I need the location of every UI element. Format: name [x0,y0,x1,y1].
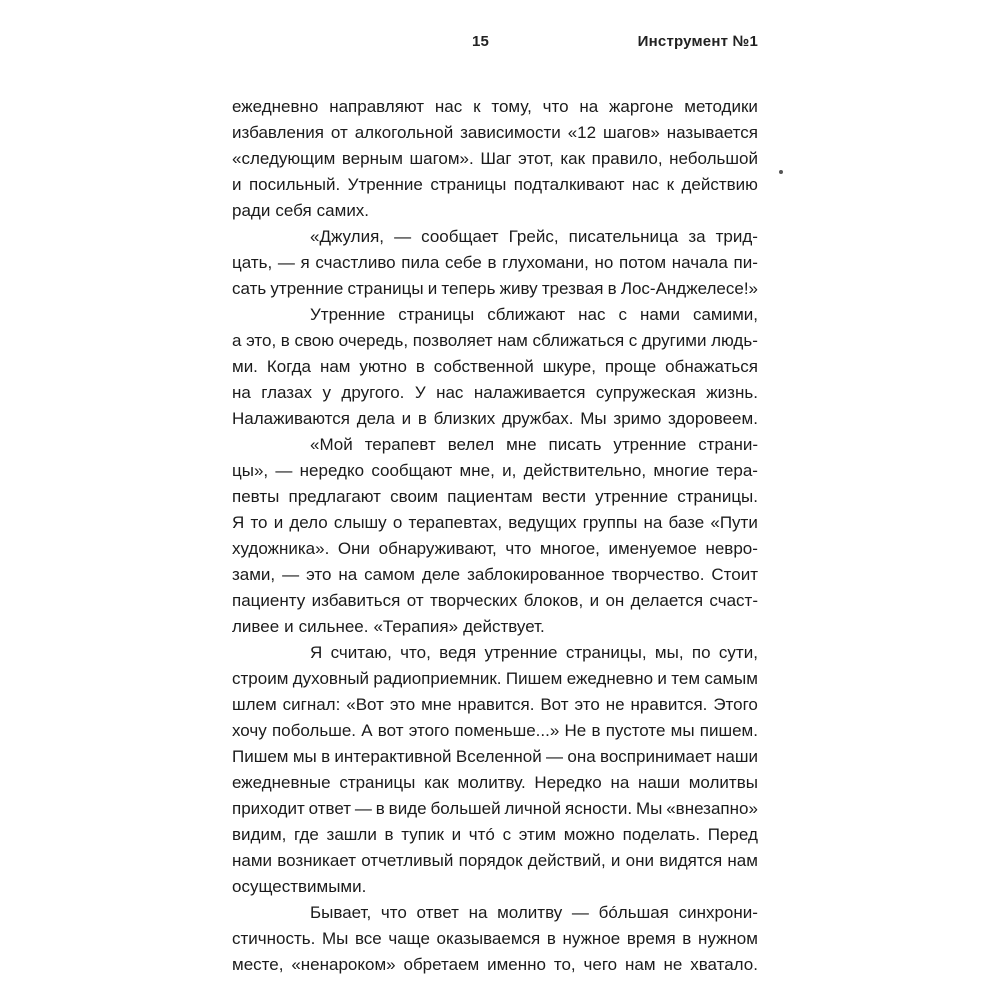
text-line: «Мой терапевт велел мне писать утренние страни- [310,435,758,454]
text-line: художника». Они обнаруживают, что многое, именуемое невро- [232,539,758,558]
text-line: «Джулия, — сообщает Грейс, писательница за трид- [310,227,758,246]
running-head [232,33,758,55]
text-line: ради себя самих. [232,201,370,220]
text-line: строим духовный радиоприемник. Пишем ежедневно и тем самым [232,669,758,688]
text-line: месте, «ненароком» обретаем именно то, чего нам не хватало. [232,955,758,974]
text-line: Я то и дело слышу о терапевтах, ведущих группы на базе «Пути [232,513,758,532]
body-text [232,94,758,978]
section-title: Инструмент №1 [637,33,758,50]
text-line: цать, — я счастливо пила себе в глухомани, но потом начала пи- [232,253,758,272]
text-line: хочу побольше. А вот этого поменьше...» Не в пустоте мы пишем. [232,721,758,740]
text-line: Налаживаются дела и в близких дружбах. Мы зримо здоровеем. [232,409,758,428]
text-line: цы», — нередко сообщают мне, и, действительно, многие тера- [232,461,758,480]
text-line: сать утренние страницы и теперь живу трезвая в Лос-Анджелесе!» [232,279,758,298]
text-line: «следующим верным шагом». Шаг этот, как правило, небольшой [232,149,758,168]
text-line: ми. Когда нам уютно в собственной шкуре, проще обнажаться [232,357,758,376]
text-line: а это, в свою очередь, позволяет нам сближаться с другими людь- [232,331,758,350]
text-line: нами возникает отчетливый порядок действий, и они видятся нам [232,851,758,870]
text-line: и посильный. Утренние страницы подталкивают нас к действию [232,175,758,194]
text-line: ежедневные страницы как молитву. Нередко на наши молитвы [232,773,758,792]
text-line: певты предлагают своим пациентам вести утренние страницы. [232,487,758,506]
text-line: ливее и сильнее. «Терапия» действует. [232,617,545,636]
text-line: видим, где зашли в тупик и чтó с этим можно поделать. Перед [232,825,758,844]
page-number: 15 [472,33,490,50]
text-line: ежедневно направляют нас к тому, что на жаргоне методики [232,97,758,116]
text-line: Утренние страницы сближают нас с нами самими, [310,305,758,324]
text-line: стичность. Мы все чаще оказываемся в нужное время в нужном [232,929,758,948]
margin-dot [779,170,783,174]
text-line: на глазах у другого. У нас налаживается супружеская жизнь. [232,383,758,402]
text-line: Пишем мы в интерактивной Вселенной — она воспринимает наши [232,747,758,766]
text-line: Я считаю, что, ведя утренние страницы, мы, по сути, [310,643,758,662]
text-line: Бывает, что ответ на молитву — бóльшая синхрони- [310,903,758,922]
text-line: шлем сигнал: «Вот это мне нравится. Вот это не нравится. Этого [232,695,758,714]
text-line: осуществимыми. [232,877,367,896]
text-line: приходит ответ — в виде большей личной ясности. Мы «внезапно» [232,799,758,818]
text-line: избавления от алкогольной зависимости «12 шагов» называется [232,123,758,142]
text-line: пациенту избавиться от творческих блоков, и он делается счаст- [232,591,758,610]
text-line: зами, — это на самом деле заблокированное творчество. Стоит [232,565,758,584]
